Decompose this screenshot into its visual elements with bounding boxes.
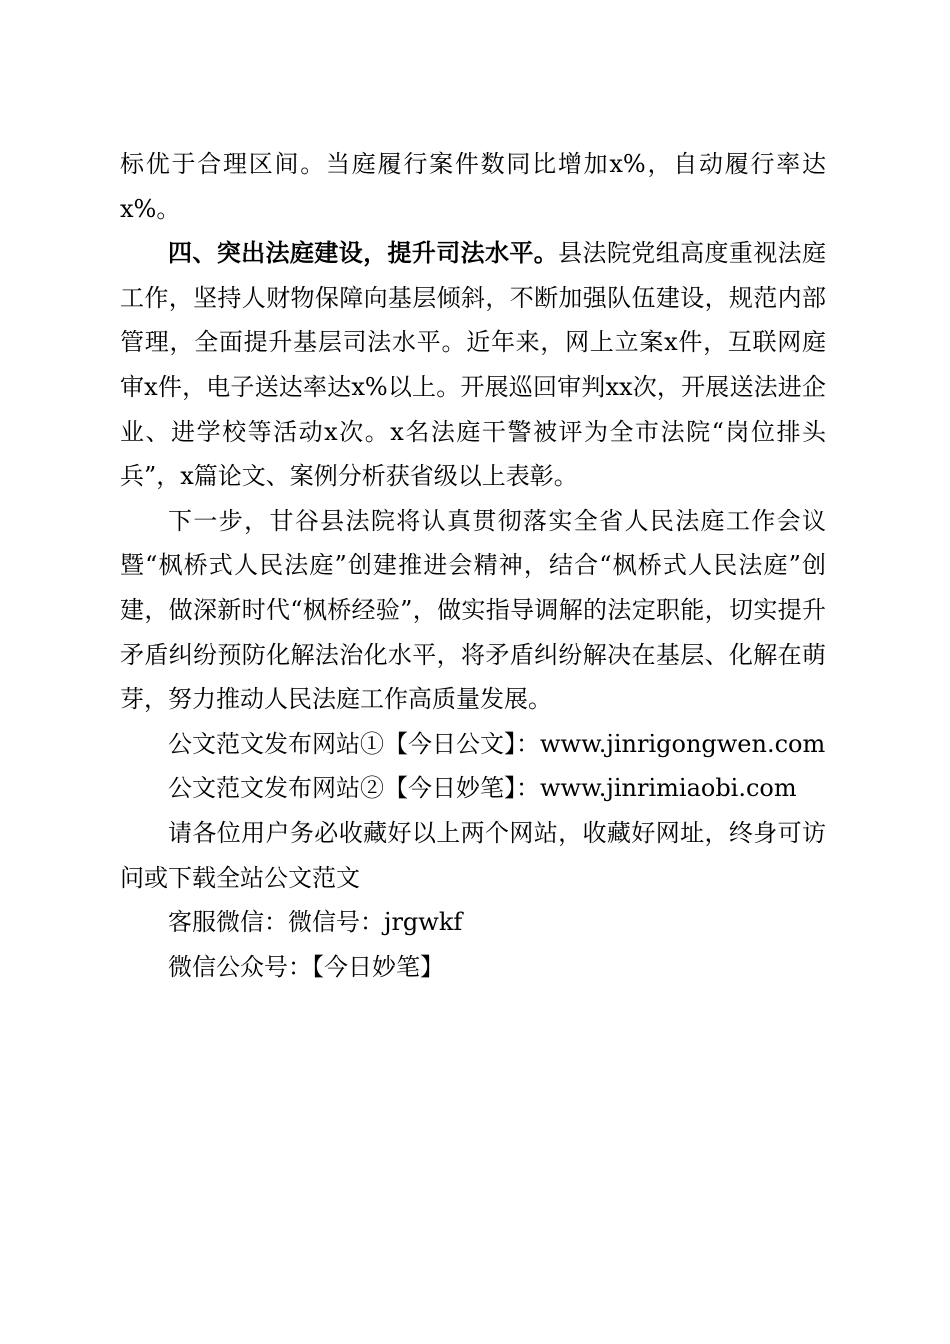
paragraph-website-two (120, 766, 826, 811)
paragraph-text: 请各位用户务必收藏好以上两个网站，收藏好网址，终身可访问或下载全站公文范文 (120, 818, 826, 892)
paragraph-text: 微信公众号：【今日妙笔】 (168, 952, 444, 981)
section-heading: 四、突出法庭建设，提升司法水平。 (168, 238, 559, 268)
paragraph-wechat-account (120, 945, 826, 990)
paragraph-text: 公文范文发布网站①【今日公文】：www.jinrigongwen.com (168, 729, 826, 758)
paragraph-text: 县法院党组高度重视法庭工作，坚持人财物保障向基层倾斜，不断加强队伍建设，规范内部管理，全面提升基层司法水平。近年来，网上立案x件，互联网庭审x件，电子送达率达x%以上。开展巡回审判xx次，开展送法进企业、进学校等活动x次。x名法庭干警被评为全市法院“岗位排头兵”，x篇论文、案例分析获省级以上表彰。 (120, 239, 827, 491)
paragraph-wechat-service (120, 900, 826, 945)
paragraph-bookmark-notice (120, 811, 826, 900)
paragraph-text: 客服微信：微信号：jrgwkf (168, 908, 463, 937)
paragraph-continued (120, 142, 826, 231)
paragraph-next-step (120, 499, 826, 722)
paragraph-text: 下一步，甘谷县法院将认真贯彻落实全省人民法庭工作会议暨“枫桥式人民法庭”创建推进会精神，结合“枫桥式人民法庭”创建，做深新时代“枫桥经验”，做实指导调解的法定职能，切实提升矛盾纠纷预防化解法治化水平，将矛盾纠纷解决在基层、化解在萌芽，努力推动人民法庭工作高质量发展。 (120, 506, 826, 714)
paragraph-text: 公文范文发布网站②【今日妙笔】：www.jinrimiaobi.com (168, 774, 797, 803)
paragraph-section-four (120, 231, 826, 499)
document-body (120, 142, 826, 989)
paragraph-website-one (120, 722, 826, 767)
paragraph-text: 标优于合理区间。当庭履行案件数同比增加x%，自动履行率达x%。 (120, 150, 826, 223)
